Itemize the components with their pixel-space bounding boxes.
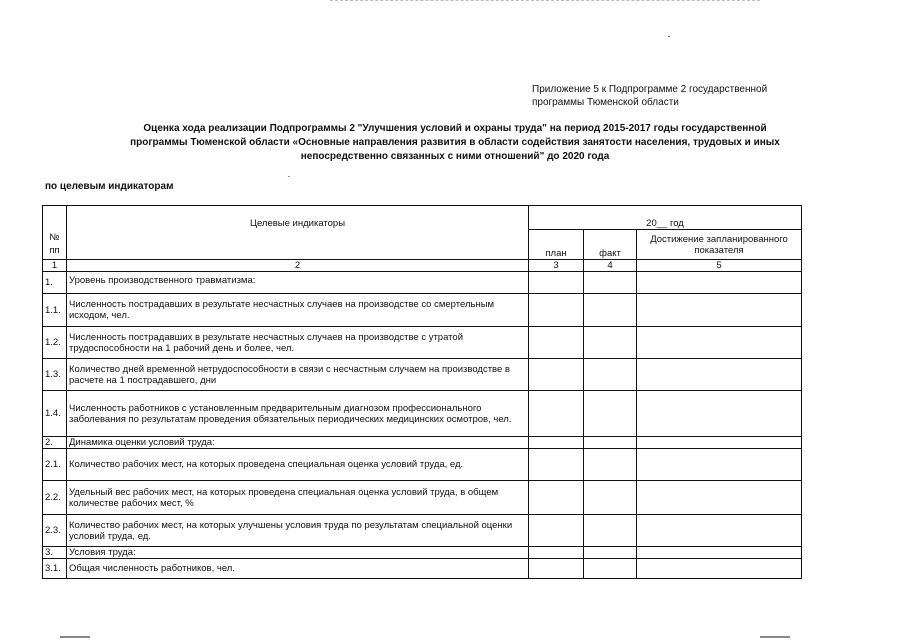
row-indicator: Численность пострадавших в результате несчастных случаев на производстве со смертельным исходом, чел.	[67, 294, 529, 327]
row-indicator: Общая численность работников, чел.	[67, 559, 529, 579]
row-fact	[584, 559, 637, 579]
header-year: 20__ год	[529, 206, 802, 230]
annex-line-1: Приложение 5 к Подпрограмме 2 государственной	[532, 84, 768, 95]
column-number-row	[43, 260, 802, 272]
row-number: 2.1.	[43, 449, 67, 481]
row-plan	[529, 391, 584, 437]
title-line-2: программы Тюменской области «Основные направления развития в области содействия занятости населения, трудовых и иных	[130, 137, 780, 148]
row-plan	[529, 559, 584, 579]
scan-bottom-mark	[760, 636, 790, 638]
table-row	[43, 391, 802, 437]
row-fact	[584, 272, 637, 294]
row-fact	[584, 327, 637, 359]
row-number: 1.1.	[43, 294, 67, 327]
row-fact	[584, 449, 637, 481]
col-number-4: 4	[584, 260, 637, 272]
header-row	[43, 206, 802, 230]
row-indicator: Условия труда:	[67, 547, 529, 559]
table-row	[43, 515, 802, 547]
header-indicators-label: Целевые индикаторы	[249, 218, 346, 229]
header-num	[43, 206, 67, 260]
table-row	[43, 294, 802, 327]
table-row	[43, 559, 802, 579]
row-fact	[584, 481, 637, 515]
header-indicators	[67, 206, 529, 260]
row-indicator: Удельный вес рабочих мест, на которых проведена специальная оценка условий труда, в общем количестве рабочих мест, %	[67, 481, 529, 515]
header-plan: план	[529, 230, 584, 260]
scan-speck	[668, 36, 670, 37]
row-number: 1.2.	[43, 327, 67, 359]
row-achievement	[637, 481, 802, 515]
row-number: 1.3.	[43, 359, 67, 391]
row-plan	[529, 272, 584, 294]
header-num-label: № пп	[49, 232, 60, 256]
header-achievement: Достижение запланированного показателя	[637, 230, 802, 260]
row-fact	[584, 391, 637, 437]
document-title	[75, 122, 835, 164]
row-number: 2.3.	[43, 515, 67, 547]
row-achievement	[637, 327, 802, 359]
col-number-3: 3	[529, 260, 584, 272]
table-row	[43, 272, 802, 294]
annex-note	[532, 83, 802, 109]
table-row	[43, 547, 802, 559]
row-number: 1.	[43, 272, 67, 294]
indicators-table	[42, 205, 802, 579]
row-number: 2.2.	[43, 481, 67, 515]
row-number: 1.4.	[43, 391, 67, 437]
annex-line-2: программы Тюменской области	[532, 97, 679, 108]
table-row	[43, 437, 802, 449]
col-number-2: 2	[67, 260, 529, 272]
row-achievement	[637, 449, 802, 481]
table-row	[43, 359, 802, 391]
row-plan	[529, 449, 584, 481]
row-plan	[529, 327, 584, 359]
row-achievement	[637, 391, 802, 437]
table-row	[43, 449, 802, 481]
document-subtitle: по целевым индикаторам	[45, 181, 174, 192]
title-line-3: непосредственно связанных с ними отношений" до 2020 года	[300, 151, 610, 162]
row-indicator: Количество дней временной нетрудоспособности в связи с несчастным случаем на производстве в расчете на 1 пострадавшего, дни	[67, 359, 529, 391]
row-achievement	[637, 559, 802, 579]
row-fact	[584, 294, 637, 327]
row-achievement	[637, 294, 802, 327]
scan-bottom-mark	[60, 636, 90, 638]
col-number-5: 5	[637, 260, 802, 272]
row-achievement	[637, 437, 802, 449]
row-indicator: Динамика оценки условий труда:	[67, 437, 529, 449]
row-plan	[529, 481, 584, 515]
row-indicator: Количество рабочих мест, на которых улучшены условия труда по результатам специальной оценки условий труда, ед.	[67, 515, 529, 547]
row-plan	[529, 294, 584, 327]
row-fact	[584, 359, 637, 391]
row-indicator: Численность пострадавших в результате несчастных случаев на производстве с утратой трудоспособности на 1 рабочий день и более, чел.	[67, 327, 529, 359]
scan-speck	[288, 176, 290, 177]
row-achievement	[637, 272, 802, 294]
row-fact	[584, 515, 637, 547]
header-fact: факт	[584, 230, 637, 260]
row-achievement	[637, 515, 802, 547]
table-row	[43, 481, 802, 515]
title-line-1: Оценка хода реализации Подпрограммы 2 "Улучшения условий и охраны труда" на период 2015-2017 годы государственной	[143, 123, 767, 134]
row-fact	[584, 437, 637, 449]
row-plan	[529, 547, 584, 559]
row-indicator: Уровень производственного травматизма:	[67, 272, 529, 294]
row-indicator: Численность работников с установленным предварительным диагнозом профессионального заболевания по результатам проведения обязательных периодических медицинских осмотров, чел.	[67, 391, 529, 437]
col-number-1: 1	[43, 260, 67, 272]
row-plan	[529, 437, 584, 449]
scan-top-edge	[330, 0, 760, 2]
row-indicator: Количество рабочих мест, на которых проведена специальная оценка условий труда, ед.	[67, 449, 529, 481]
table-body	[43, 206, 802, 579]
row-achievement	[637, 547, 802, 559]
table-row	[43, 327, 802, 359]
row-fact	[584, 547, 637, 559]
row-plan	[529, 359, 584, 391]
row-plan	[529, 515, 584, 547]
row-achievement	[637, 359, 802, 391]
row-number: 3.	[43, 547, 67, 559]
row-number: 3.1.	[43, 559, 67, 579]
row-number: 2.	[43, 437, 67, 449]
